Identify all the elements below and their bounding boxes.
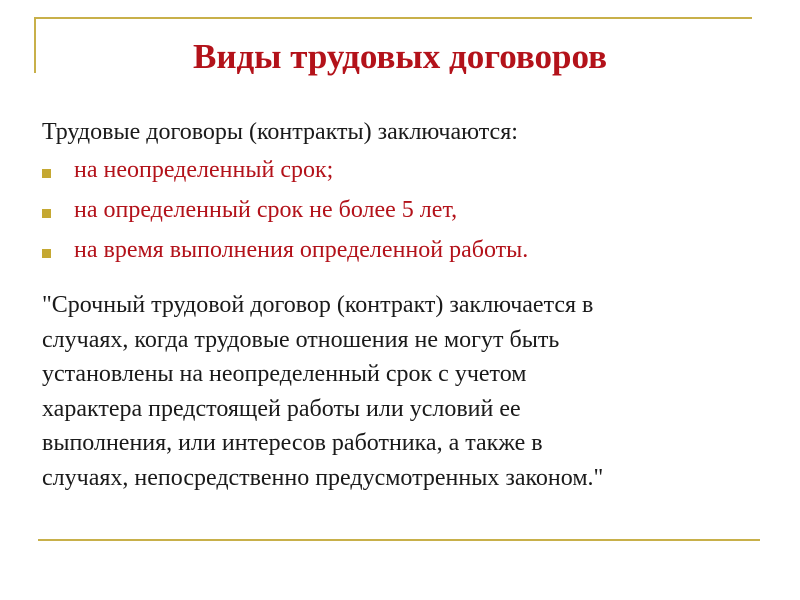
list-item-text: на время выполнения определенной работы. [74,237,529,263]
quote-line: случаях, когда трудовые отношения не могут быть [42,326,560,353]
slide-title: Виды трудовых договоров [192,37,608,76]
square-bullet-icon [42,169,51,178]
quote-line: выполнения, или интересов работника, а также в [42,430,543,456]
quote-line: случаях, непосредственно предусмотренных законом." [42,464,604,491]
quote-line: характера предстоящей работы или условий ее [42,395,521,422]
list-item-text: на определенный срок не более 5 лет, [74,197,458,223]
intro-text: Трудовые договоры (контракты) заключаются: [42,119,518,145]
square-bullet-icon [42,249,51,258]
list-item-text: на неопределенный срок; [74,157,334,183]
square-bullet-icon [42,209,51,218]
quote-line: установлены на неопределенный срок с учетом [42,361,527,387]
bottom-divider-line [38,539,760,541]
quote-line: "Срочный трудовой договор (контракт) заключается в [42,292,594,318]
law-quote [42,288,742,495]
top-divider-line [34,17,752,19]
